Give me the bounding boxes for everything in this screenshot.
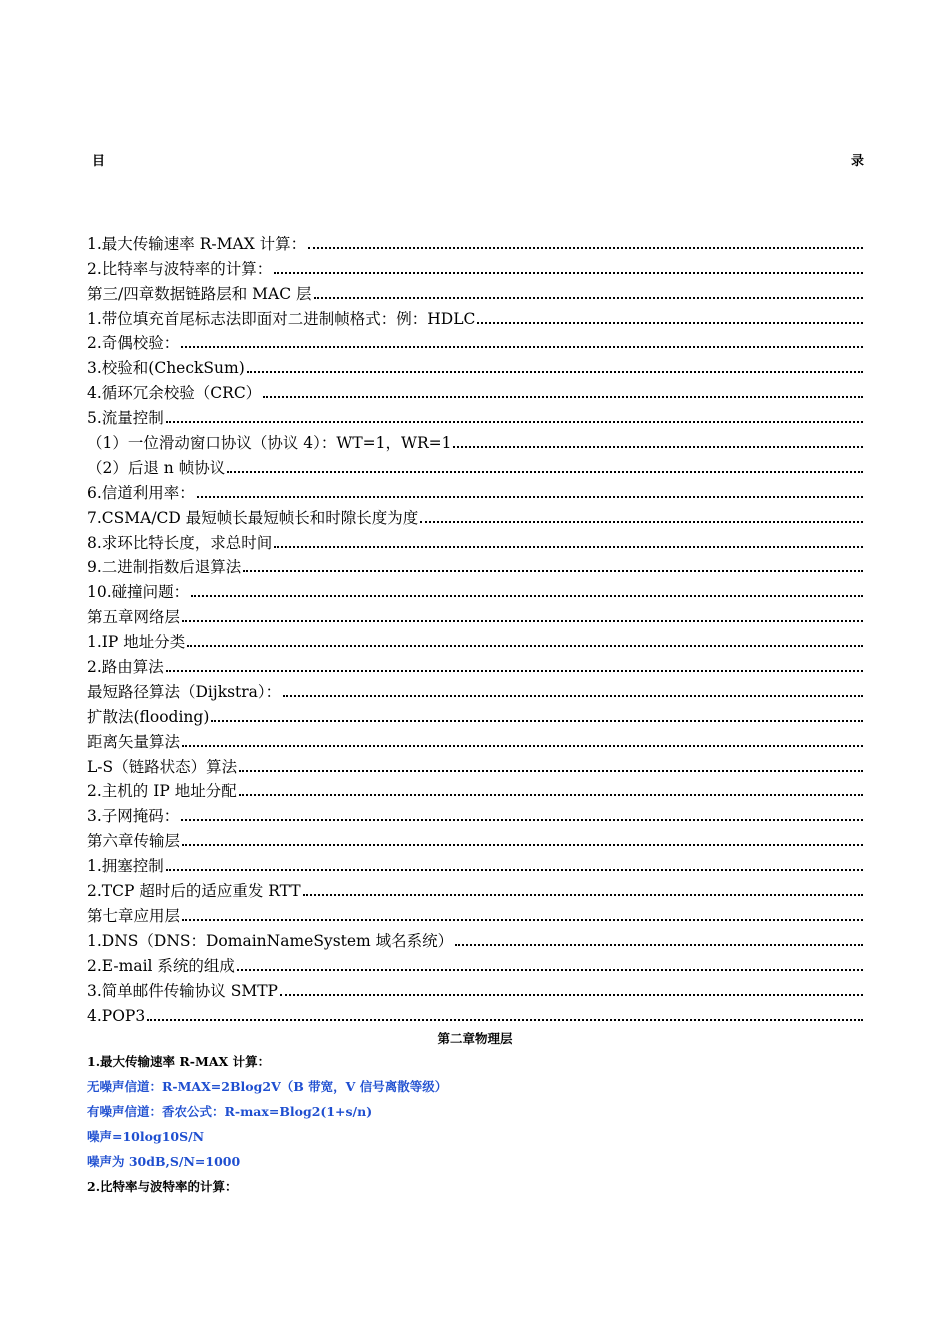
- toc-entry[interactable]: [87, 503, 863, 528]
- toc-entry-label: 3.校验和(CheckSum): [87, 359, 245, 378]
- toc-entry-label: 第六章传输层: [87, 832, 181, 851]
- toc-leader: [181, 346, 863, 348]
- table-of-contents: [87, 229, 863, 1026]
- toc-entry-label: 第三/四章数据链路层和 MAC 层: [87, 284, 312, 303]
- toc-entry[interactable]: [87, 627, 863, 652]
- toc-leader: [283, 695, 863, 697]
- toc-leader: [166, 670, 863, 672]
- toc-header-right: 录: [850, 154, 864, 169]
- toc-entry-label: 5.流量控制: [87, 409, 164, 428]
- toc-entry[interactable]: [87, 976, 863, 1001]
- toc-header-left: 目: [92, 154, 106, 169]
- body-text-line: 有噪声信道：香农公式：R-max=Blog2(1+s/n): [87, 1104, 373, 1119]
- section-heading: 2.比特率与波特率的计算：: [87, 1179, 238, 1194]
- toc-entry[interactable]: [87, 876, 863, 901]
- toc-entry-label: 1.DNS（DNS：DomainNameSystem 域名系统）: [87, 931, 454, 950]
- toc-leader: [314, 297, 863, 299]
- toc-entry-label: L-S（链路状态）算法: [87, 757, 238, 776]
- toc-entry-label: 8.求环比特长度，求总时间: [87, 533, 273, 552]
- toc-leader: [147, 1019, 863, 1021]
- toc-entry-label: 7.CSMA/CD 最短帧长最短帧长和时隙长度为度: [87, 508, 419, 527]
- toc-entry[interactable]: [87, 304, 863, 329]
- toc-entry-label: 6.信道利用率：: [87, 483, 195, 502]
- body-text-line: 噪声=10log10S/N: [87, 1129, 205, 1144]
- toc-entry[interactable]: [87, 951, 863, 976]
- toc-entry[interactable]: [87, 777, 863, 802]
- toc-entry-label: 9.二进制指数后退算法: [87, 558, 242, 577]
- toc-entry-label: 2.奇偶校验：: [87, 334, 180, 353]
- toc-entry[interactable]: [87, 652, 863, 677]
- toc-entry[interactable]: [87, 801, 863, 826]
- toc-leader: [308, 247, 863, 249]
- toc-entry[interactable]: [87, 254, 863, 279]
- toc-leader: [187, 645, 863, 647]
- toc-leader: [263, 396, 863, 398]
- toc-entry-label: 4.POP3: [87, 1006, 146, 1025]
- toc-entry-label: 2.比特率与波特率的计算：: [87, 259, 273, 278]
- toc-leader: [239, 770, 863, 772]
- toc-entry[interactable]: [87, 428, 863, 453]
- toc-leader: [274, 546, 863, 548]
- toc-entry-label: 1.带位填充首尾标志法即面对二进制帧格式：例：HDLC: [87, 309, 476, 328]
- toc-leader: [477, 322, 863, 324]
- toc-entry[interactable]: [87, 901, 863, 926]
- toc-entry-label: 4.循环冗余校验（CRC）: [87, 384, 262, 403]
- toc-leader: [211, 720, 863, 722]
- toc-entry[interactable]: [87, 577, 863, 602]
- toc-leader: [227, 471, 863, 473]
- toc-entry[interactable]: [87, 752, 863, 777]
- toc-entry[interactable]: [87, 453, 863, 478]
- toc-entry-label: 第五章网络层: [87, 608, 181, 627]
- toc-entry[interactable]: [87, 478, 863, 503]
- toc-entry-label: 最短路径算法（Dijkstra）：: [87, 682, 282, 701]
- toc-entry-label: 2.路由算法: [87, 658, 164, 677]
- toc-entry[interactable]: [87, 702, 863, 727]
- toc-leader: [181, 819, 863, 821]
- toc-leader: [453, 446, 863, 448]
- toc-leader: [247, 371, 863, 373]
- toc-entry[interactable]: [87, 727, 863, 752]
- toc-entry[interactable]: [87, 602, 863, 627]
- toc-entry-label: （1）一位滑动窗口协议（协议 4）：WT=1，WR=1: [87, 434, 452, 453]
- toc-header: [92, 150, 864, 170]
- toc-leader: [239, 794, 863, 796]
- toc-entry-label: 距离矢量算法: [87, 732, 181, 751]
- toc-leader: [166, 869, 863, 871]
- toc-leader: [455, 944, 863, 946]
- toc-entry[interactable]: [87, 403, 863, 428]
- toc-leader: [166, 421, 863, 423]
- toc-entry[interactable]: [87, 329, 863, 354]
- toc-leader: [420, 521, 863, 523]
- toc-entry[interactable]: [87, 353, 863, 378]
- toc-leader: [182, 620, 863, 622]
- toc-leader: [197, 496, 863, 498]
- toc-entry-label: 2.主机的 IP 地址分配: [87, 782, 237, 801]
- toc-entry-label: 3.简单邮件传输协议 SMTP: [87, 981, 278, 1000]
- toc-leader: [243, 570, 863, 572]
- toc-entry[interactable]: [87, 229, 863, 254]
- toc-entry-label: 1.IP 地址分类: [87, 633, 186, 652]
- toc-leader: [280, 994, 863, 996]
- toc-leader: [182, 919, 863, 921]
- toc-entry[interactable]: [87, 378, 863, 403]
- chapter-body: [87, 1053, 863, 1203]
- toc-entry-label: （2）后退 n 帧协议: [87, 458, 226, 477]
- toc-leader: [274, 272, 863, 274]
- toc-leader: [182, 745, 863, 747]
- toc-entry[interactable]: [87, 677, 863, 702]
- toc-entry-label: 2.E-mail 系统的组成: [87, 956, 235, 975]
- toc-entry[interactable]: [87, 553, 863, 578]
- toc-entry-label: 3.子网掩码：: [87, 807, 180, 826]
- toc-entry[interactable]: [87, 1001, 863, 1026]
- toc-entry[interactable]: [87, 528, 863, 553]
- toc-entry[interactable]: [87, 851, 863, 876]
- toc-leader: [182, 844, 863, 846]
- toc-entry-label: 1.拥塞控制: [87, 857, 164, 876]
- toc-leader: [303, 894, 863, 896]
- toc-entry[interactable]: [87, 826, 863, 851]
- toc-leader: [237, 969, 863, 971]
- toc-entry[interactable]: [87, 926, 863, 951]
- chapter-title: 第二章物理层: [437, 1031, 513, 1046]
- body-text-line: 无噪声信道：R-MAX=2Blog2V（B 带宽，V 信号离散等级）: [87, 1079, 448, 1094]
- toc-entry-label: 10.碰撞问题：: [87, 583, 190, 602]
- toc-entry-label: 2.TCP 超时后的适应重发 RTT: [87, 882, 301, 901]
- section-heading: 1.最大传输速率 R-MAX 计算：: [87, 1054, 271, 1069]
- toc-entry-label: 扩散法(flooding): [87, 707, 210, 726]
- toc-entry[interactable]: [87, 279, 863, 304]
- toc-entry-label: 1.最大传输速率 R-MAX 计算：: [87, 234, 307, 253]
- toc-leader: [191, 595, 863, 597]
- body-text-line: 噪声为 30dB,S/N=1000: [87, 1154, 241, 1169]
- toc-entry-label: 第七章应用层: [87, 906, 181, 925]
